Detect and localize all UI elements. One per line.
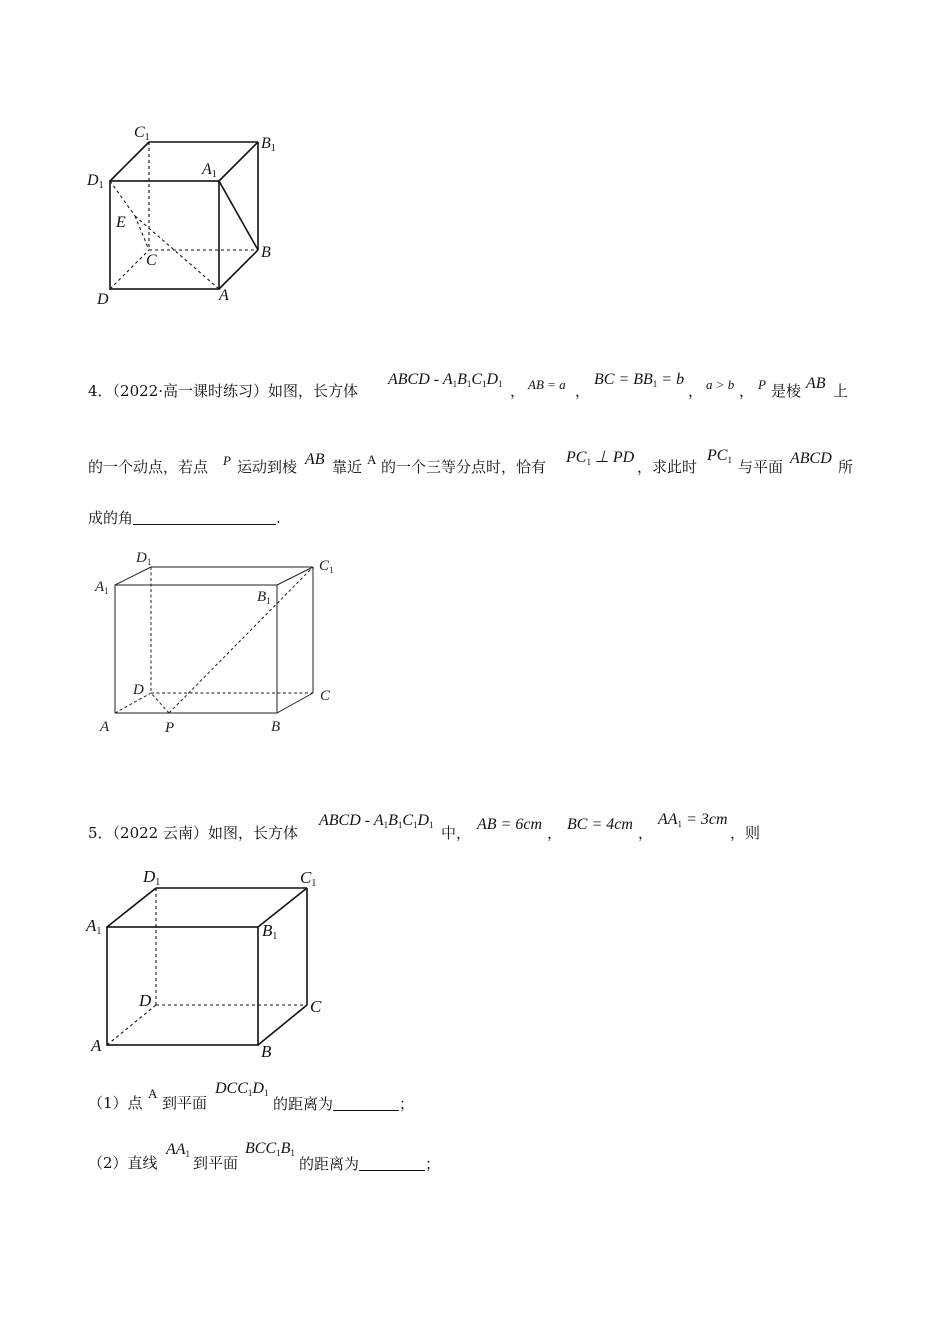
q5-number: 5． <box>88 824 113 842</box>
q4-comma-4: ， <box>739 382 755 400</box>
label-b1: B1 <box>262 921 278 942</box>
q4-pc1: $PC_1$ <box>707 447 732 465</box>
q5-part2-answer-blank[interactable] <box>359 1156 425 1171</box>
label-b: B <box>271 719 281 735</box>
q5-ze: ，则 <box>730 824 761 842</box>
q4-a-gt-b: a > b <box>706 377 735 392</box>
q4-line2-f: 与平面 <box>738 458 784 476</box>
label-e: E <box>116 214 126 231</box>
label-p: P <box>165 720 175 736</box>
label-a: A <box>91 1036 102 1055</box>
q4-ab-eq-a: AB = a <box>528 377 566 392</box>
label-c1: C1 <box>300 868 317 889</box>
hidden-edge-p-c1 <box>169 567 313 713</box>
q4-line2-p: P <box>223 453 231 468</box>
q4-bc-eq: BC = $BB_1 = b$ <box>594 371 685 389</box>
edge-a1-b1 <box>219 142 258 181</box>
q5-part1-plane: $DCC_1D_1$ <box>215 1080 269 1098</box>
front-face <box>107 927 258 1045</box>
q5-line1 <box>88 826 298 841</box>
hidden-edge-d-c <box>110 250 149 289</box>
q4-on: 上 <box>833 382 849 400</box>
q4-comma-2: ， <box>575 382 591 400</box>
q4-source: （2022·高一课时练习）如图，长方体 <box>112 382 358 400</box>
q4-answer-blank[interactable] <box>133 510 276 525</box>
label-a1: $A_1$ <box>95 579 109 596</box>
label-c: C <box>310 997 322 1016</box>
label-d1: D1 <box>143 867 161 888</box>
q4-line2-ab: AB <box>305 451 325 468</box>
front-face <box>110 181 219 289</box>
label-d: D <box>133 682 144 698</box>
hidden-edge-p-d <box>151 693 169 713</box>
q4-comma-3: ， <box>688 382 704 400</box>
label-b: B <box>261 1042 272 1061</box>
q5-part2-line: $AA_1$ <box>166 1141 191 1159</box>
label-b: B <box>261 244 271 261</box>
q5-part1-num: （1）点 <box>88 1094 143 1112</box>
hidden-edge-e-c <box>135 216 149 250</box>
q5-part2-tail: 的距离为 ； <box>299 1155 441 1173</box>
label-d: D <box>97 291 109 308</box>
q4-line2-c: 靠近 <box>332 458 363 476</box>
label-c: C <box>146 252 157 269</box>
label-a1: A1 <box>202 161 217 180</box>
q5-source: （2022 云南）如图，长方体 <box>112 824 298 842</box>
edge-b-c <box>277 693 313 713</box>
edge-a1-d1 <box>107 888 156 927</box>
label-a1: A1 <box>86 916 102 937</box>
q4-comma-1: ， <box>510 382 526 400</box>
edge-b1-c1 <box>277 567 313 585</box>
q4-line2-d: 的一个三等分点时，恰有 <box>381 458 547 476</box>
q4-line3: 成的角 . <box>88 509 281 527</box>
edge-a-b <box>219 250 258 289</box>
q4-solid: ABCD - $A_1B_1C_1D_1$ <box>388 371 503 389</box>
q4-line2-a: 的一个动点，若点 <box>88 458 209 476</box>
q5-bc-eq: BC = 4cm <box>567 816 633 833</box>
figure-1-cuboid <box>80 115 300 315</box>
q5-solid: ABCD - $A_1B_1C_1D_1$ <box>319 812 434 830</box>
q4-number: 4． <box>88 382 113 400</box>
q5-part2-to: 到平面 <box>193 1154 239 1172</box>
figure-3-cuboid <box>80 860 340 1065</box>
figure-2-cuboid <box>90 545 350 740</box>
edge-d1-c1 <box>110 142 149 181</box>
q5-part2-plane: $BCC_1B_1$ <box>245 1140 295 1158</box>
q5-zhong: 中， <box>441 824 472 842</box>
q4-line2-letter-a: A <box>367 452 377 467</box>
label-d1: $D_1$ <box>136 550 152 567</box>
label-c1: $C_1$ <box>319 558 334 575</box>
q5-ab-eq: AB = 6cm <box>477 816 542 833</box>
q5-part1-tail: 的距离为 ； <box>273 1095 415 1113</box>
q4-line1 <box>88 384 358 399</box>
label-d: D <box>139 991 152 1010</box>
label-d1: D1 <box>87 172 104 191</box>
q5-part1-answer-blank[interactable] <box>333 1096 399 1111</box>
edge-a1-b <box>219 181 258 250</box>
q4-is-edge: 是棱 <box>771 382 802 400</box>
q5-comma-1: ， <box>547 824 563 842</box>
label-c: C <box>320 688 331 704</box>
q5-aa1: $AA_1 = 3cm$ <box>658 811 728 829</box>
q4-p: P <box>758 377 766 392</box>
q5-part1-to: 到平面 <box>162 1094 208 1112</box>
label-a: A <box>100 719 110 735</box>
edge-a1-d1 <box>115 567 151 585</box>
q4-pc1-perp-pd: $PC_1$ ⊥ PD <box>566 449 635 467</box>
edge-b-c <box>258 1005 307 1045</box>
q5-comma-2: ， <box>638 824 654 842</box>
q4-ab: AB <box>806 375 826 392</box>
q5-part1-a: A <box>148 1086 158 1101</box>
hidden-edge-a-d <box>107 1005 156 1045</box>
label-b1: $B_1$ <box>257 589 271 606</box>
q4-line2-g: 所 <box>838 458 854 476</box>
label-c1: C1 <box>134 124 150 143</box>
hidden-edge-d1-e <box>110 181 135 216</box>
q4-line2-b: 运动到棱 <box>237 458 298 476</box>
label-a: A <box>219 287 229 304</box>
label-b1: B1 <box>261 135 276 154</box>
q4-abcd: ABCD <box>790 450 832 467</box>
q5-part2-num: （2）直线 <box>88 1154 158 1172</box>
q4-line2-e: ，求此时 <box>637 458 698 476</box>
